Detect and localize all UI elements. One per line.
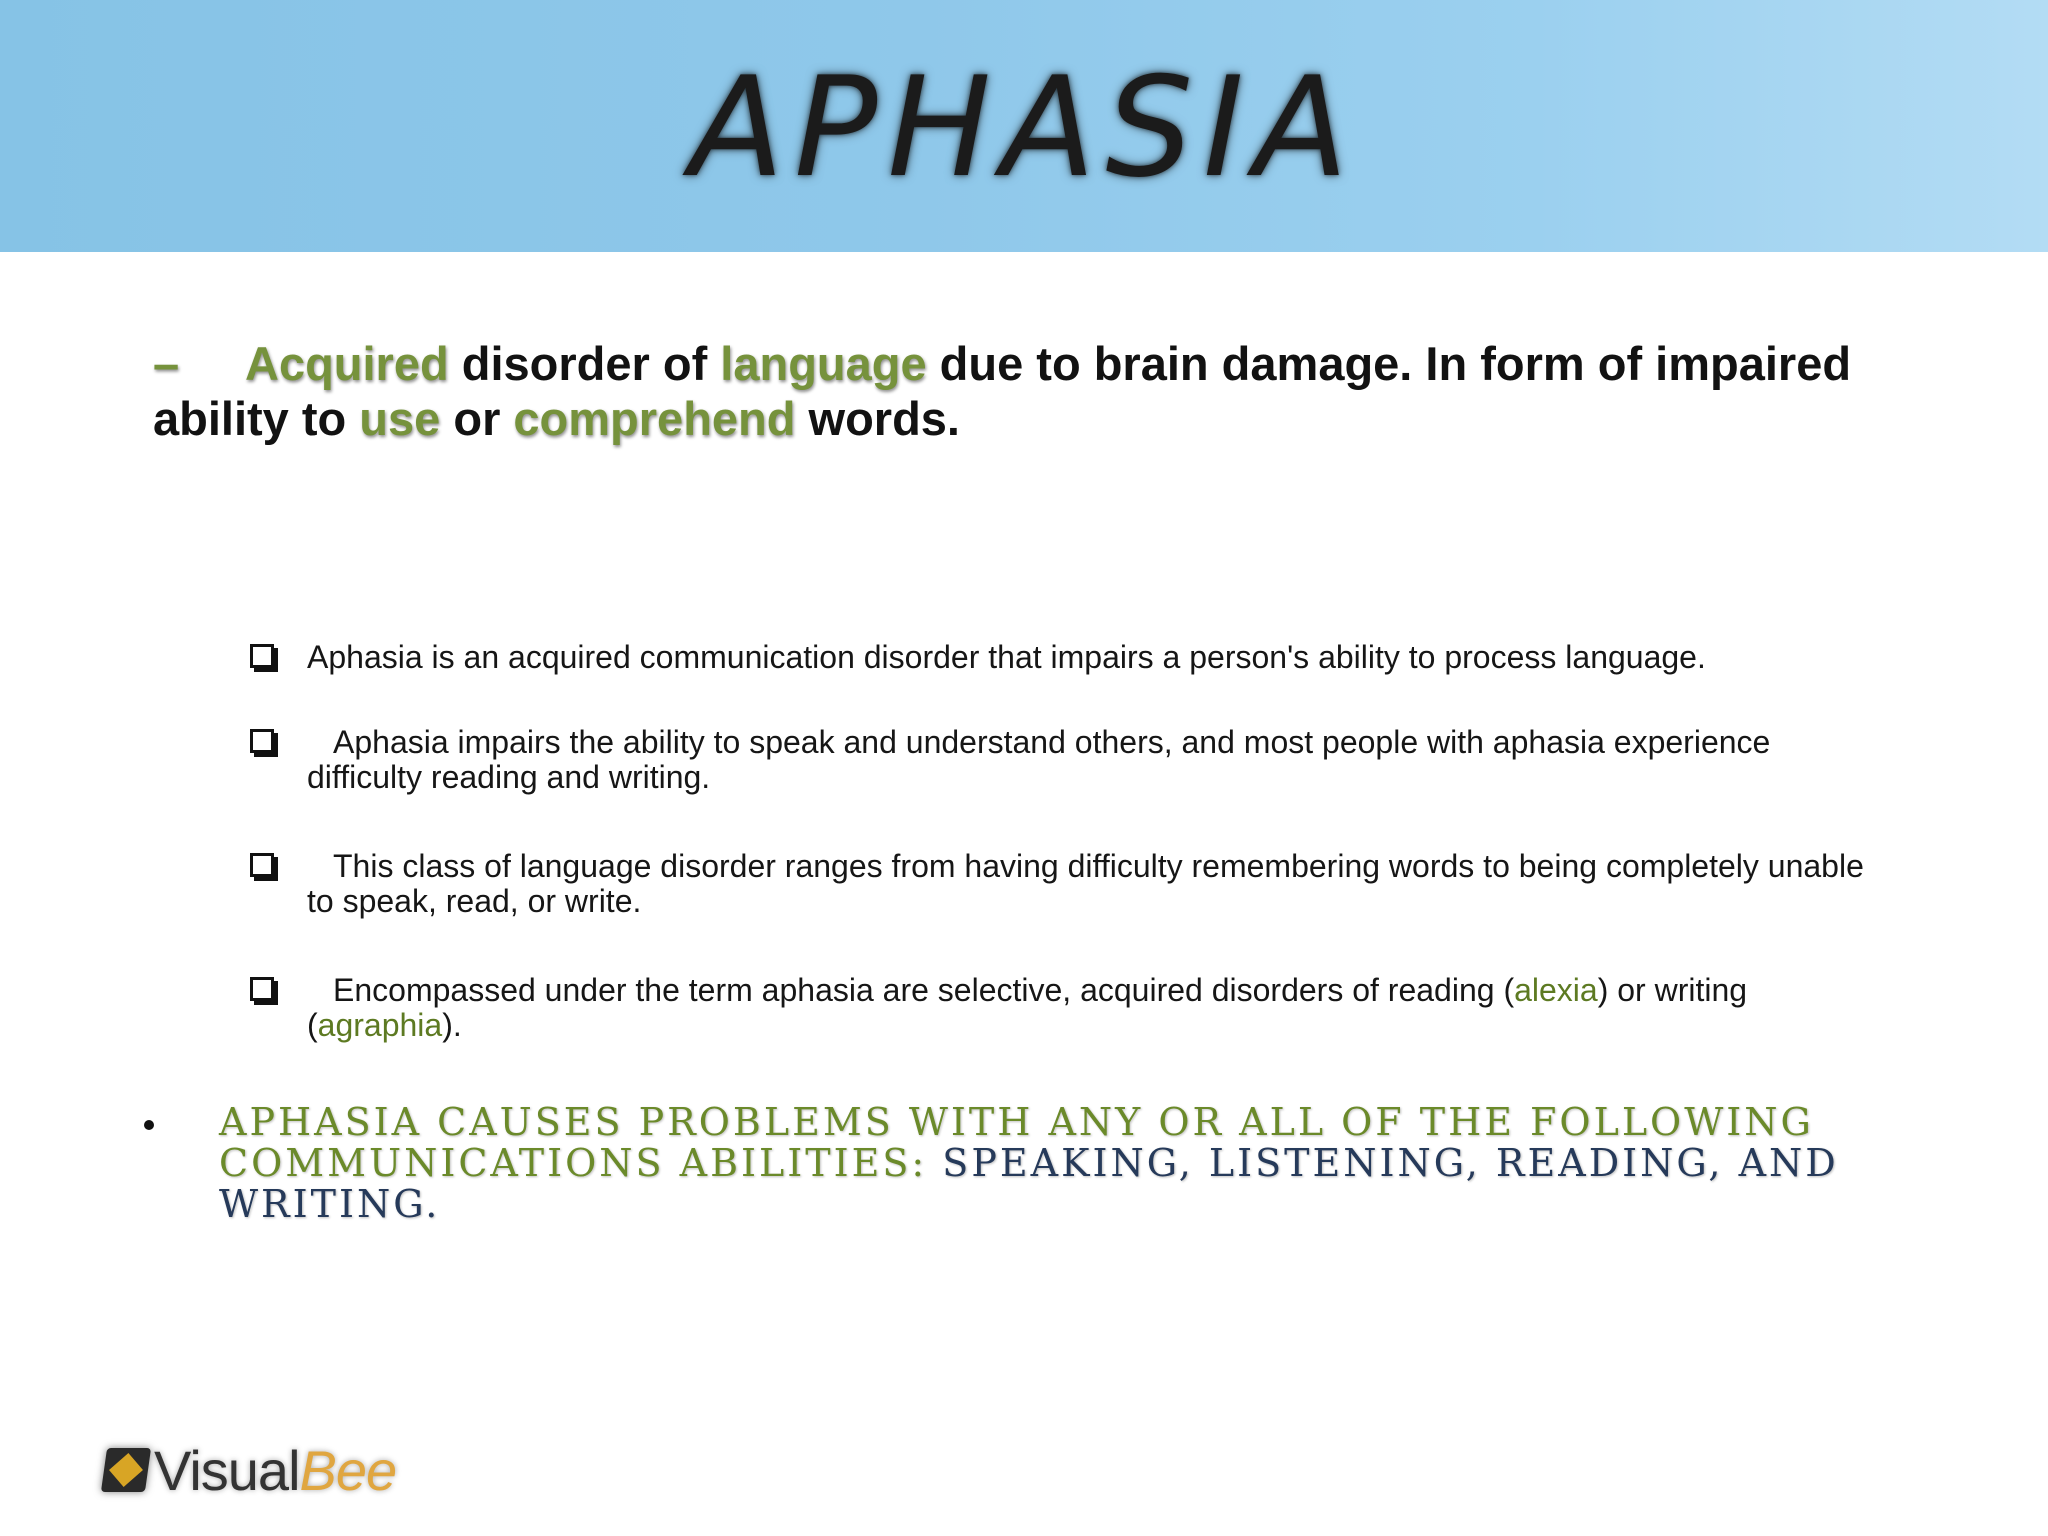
term-comprehend: comprehend bbox=[513, 392, 796, 445]
bullet-text: ). bbox=[442, 1007, 462, 1043]
list-item bbox=[244, 725, 1884, 795]
definition-paragraph bbox=[153, 336, 1933, 446]
definition-text: or bbox=[440, 392, 514, 445]
visualbee-logo bbox=[100, 1436, 400, 1506]
bullet-text: Aphasia impairs the ability to speak and understand others, and most people with aphasia experience difficulty reading and writing. bbox=[307, 724, 1771, 795]
checkbox-bullet-icon bbox=[250, 977, 274, 1001]
term-agraphia: agraphia bbox=[317, 1007, 443, 1043]
logo-word-visual: Visual bbox=[154, 1439, 300, 1502]
causes-abilities: SPEAKING, LISTENING, READING, AND WRITING. bbox=[219, 1141, 1839, 1226]
bullet-text: ) or writing ( bbox=[307, 972, 1748, 1043]
checkbox-bullet-icon bbox=[250, 729, 274, 753]
definition-text: disorder of bbox=[448, 337, 721, 390]
term-use: use bbox=[359, 392, 441, 445]
causes-lead: APHASIA CAUSES PROBLEMS WITH ANY OR ALL OF THE FOLLOWING COMMUNICATIONS ABILITIES: bbox=[219, 1100, 1814, 1185]
logo-word-bee: Bee bbox=[299, 1439, 397, 1502]
checkbox-bullet-icon bbox=[250, 644, 274, 668]
definition-text: due to brain damage. In form of impaired ability to bbox=[153, 337, 1852, 445]
causes-statement bbox=[136, 1102, 1856, 1225]
list-item bbox=[244, 640, 1884, 675]
term-language: language bbox=[720, 337, 927, 390]
logo-mark-icon bbox=[101, 1448, 151, 1492]
definition-text: words. bbox=[795, 392, 960, 445]
slide-title: APHASIA bbox=[689, 47, 1359, 208]
bullet-text: This class of language disorder ranges from having difficulty remembering words to being completely unable to speak, read, or write. bbox=[307, 848, 1864, 919]
checkbox-bullet-icon bbox=[250, 853, 274, 877]
causes-text bbox=[219, 1102, 1856, 1225]
term-acquired: Acquired bbox=[245, 337, 449, 390]
logo-wordmark bbox=[154, 1440, 396, 1502]
list-item bbox=[244, 849, 1884, 919]
term-alexia: alexia bbox=[1514, 972, 1598, 1008]
round-bullet-icon bbox=[144, 1120, 154, 1130]
bullet-text: Encompassed under the term aphasia are selective, acquired disorders of reading ( bbox=[333, 972, 1515, 1008]
bullet-text: Aphasia is an acquired communication disorder that impairs a person's ability to process language. bbox=[307, 639, 1706, 675]
list-item bbox=[244, 973, 1884, 1043]
bullet-list bbox=[244, 640, 1884, 1097]
definition-dash: – bbox=[153, 337, 180, 390]
